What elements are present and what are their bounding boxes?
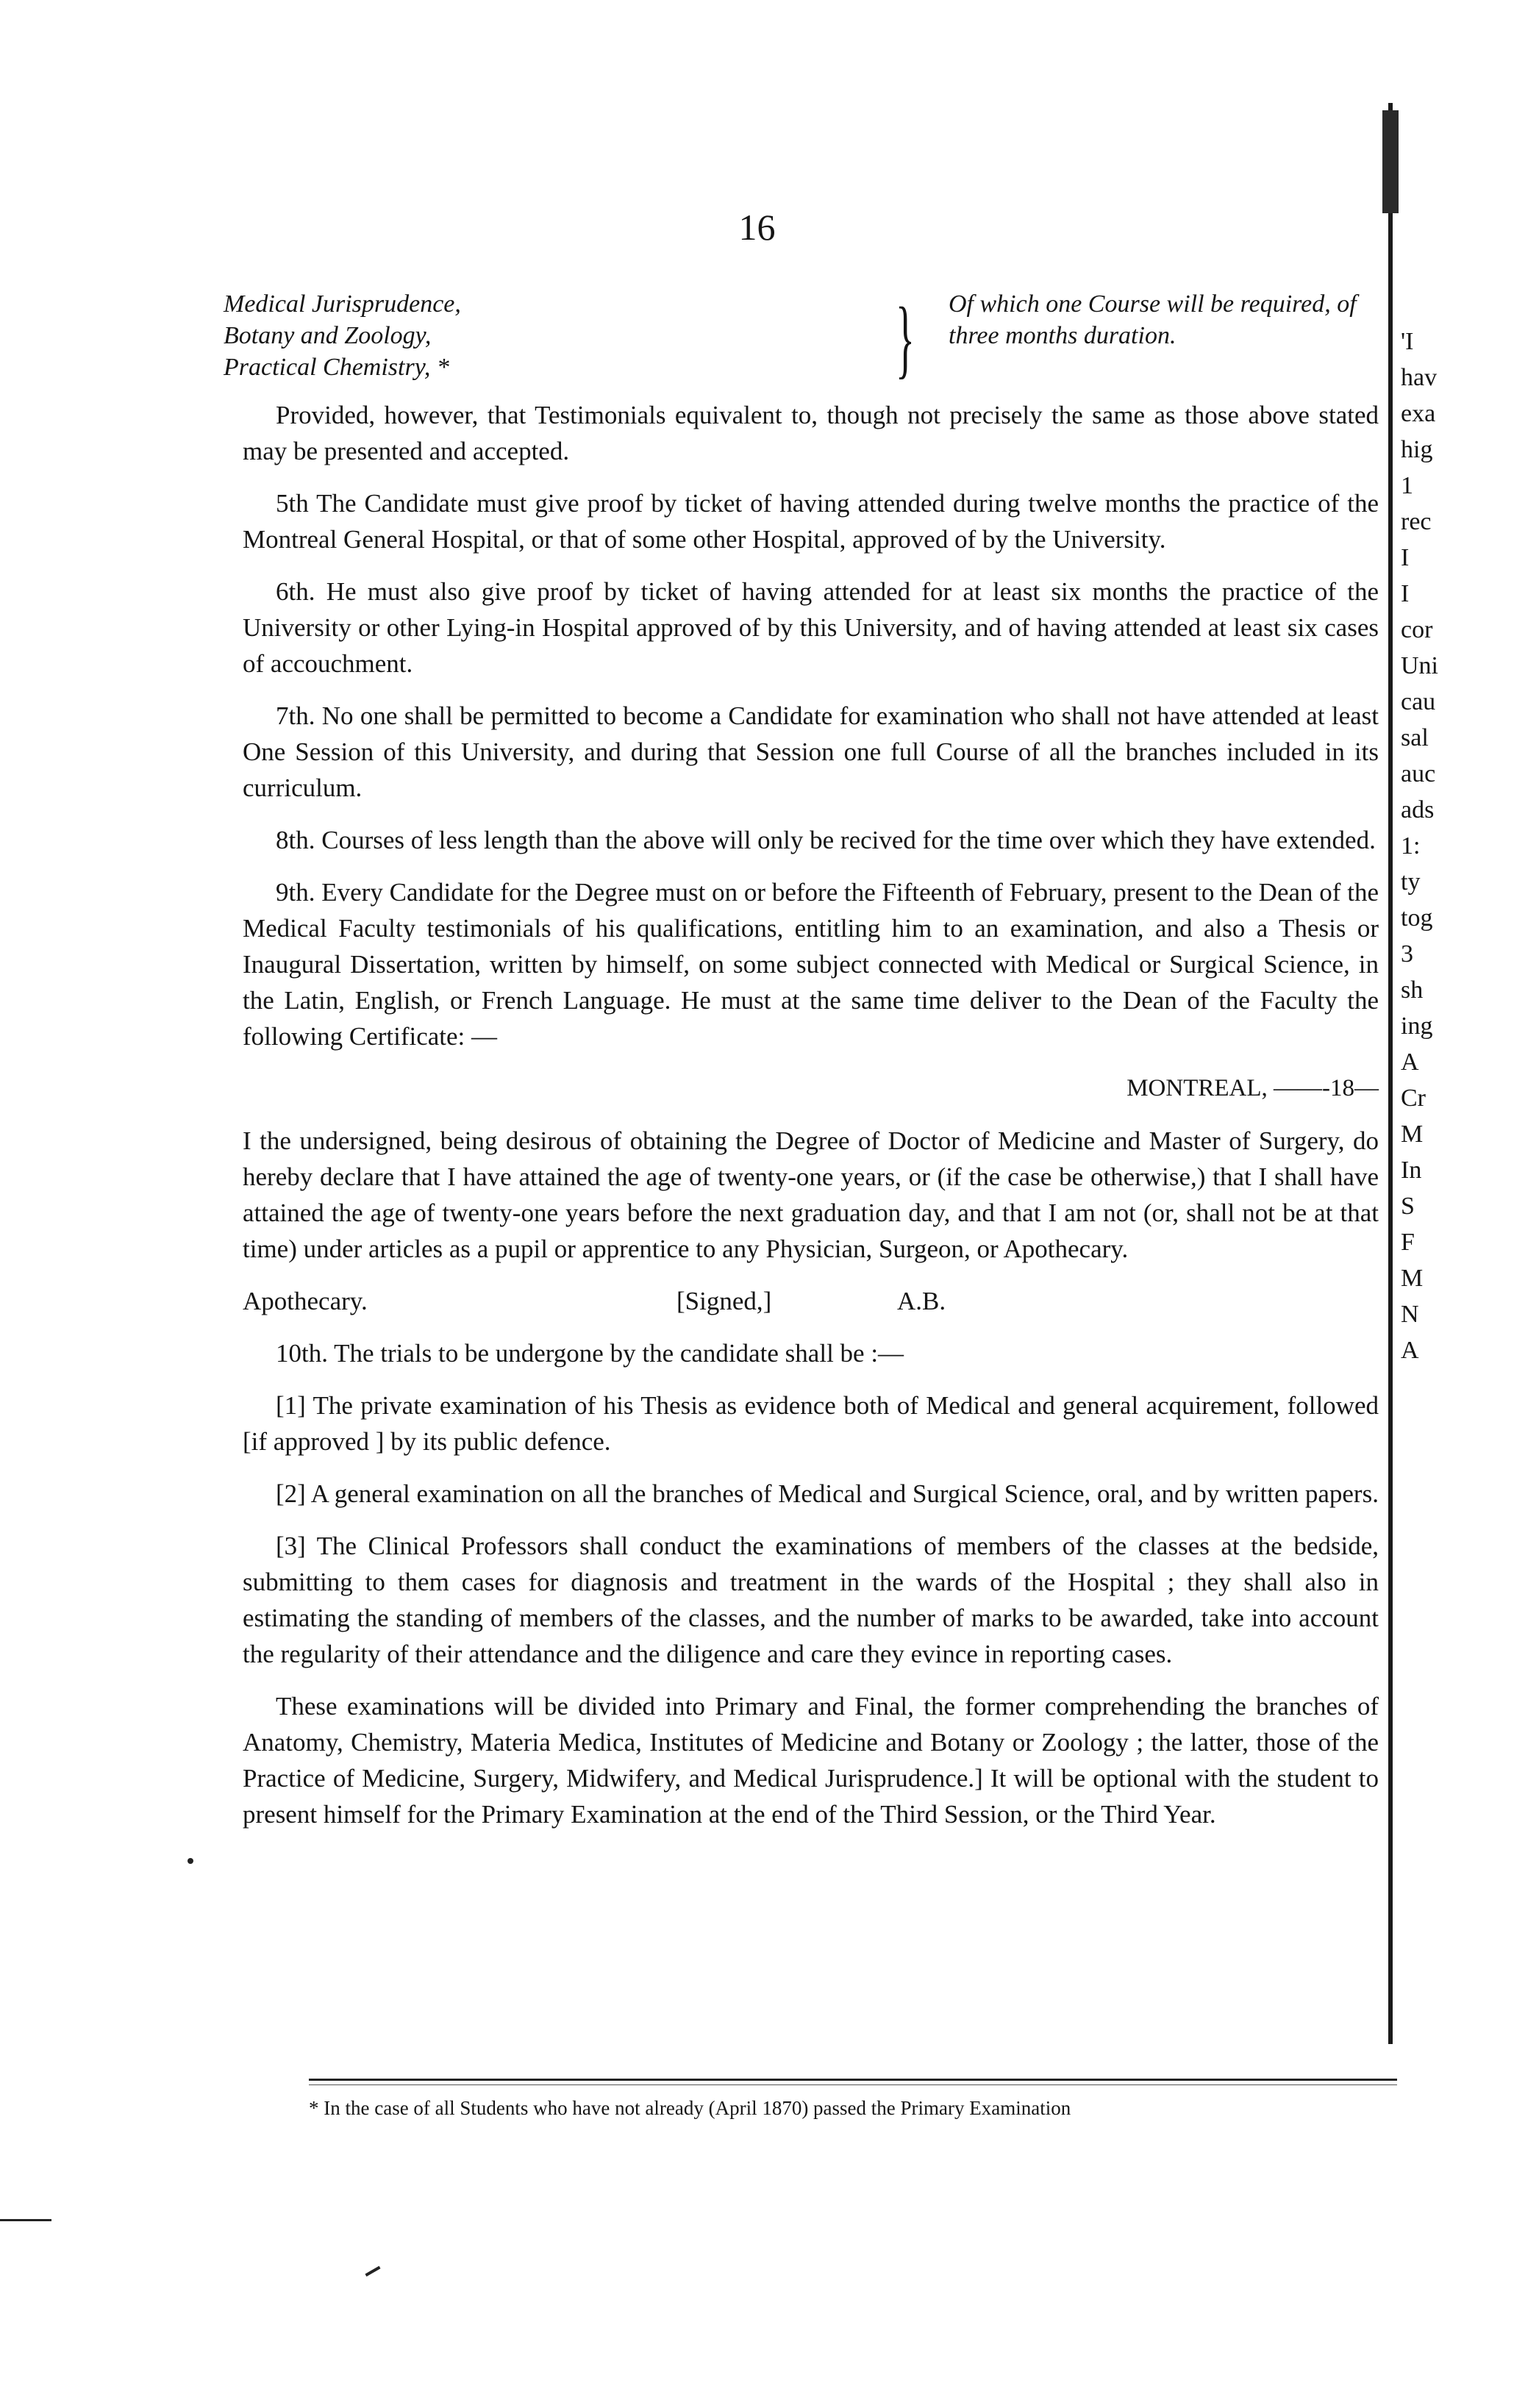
edge-fragment: 1: (1401, 832, 1421, 860)
paragraph-5th: 5th The Candidate must give proof by ticket of having attended during twelve months the practice of the Montreal General Hospital, or that of some other Hospital, approved of by the University. (243, 489, 1379, 554)
apothecary-label: Apothecary. (243, 1287, 368, 1315)
footnote: * In the case of all Students who have not already (April 1870) passed the Primary Examination (309, 2097, 1071, 2119)
edge-fragment: I (1401, 544, 1410, 571)
edge-fragment: F (1401, 1229, 1415, 1256)
page-number: 16 (738, 207, 776, 248)
footnote-rule (309, 2079, 1397, 2081)
course-list (224, 288, 461, 383)
edge-fragment: Cr (1401, 1085, 1426, 1112)
edge-fragment: cor (1401, 616, 1433, 643)
course-item: Practical Chemistry, * (224, 354, 449, 381)
edge-fragment: A (1401, 1337, 1419, 1364)
edge-fragment: hav (1401, 364, 1438, 391)
edge-fragment: ads (1401, 796, 1435, 823)
edge-fragment: auc (1401, 760, 1436, 787)
edge-fragment: sh (1401, 976, 1424, 1004)
trial-item-3: [3] The Clinical Professors shall conduct the examinations of members of the classes at the bedside, submitting to them cases for diagnosis and treatment in the wards of the Hospital ; they shall also in estimating the standing of members of the classes, and the number of marks to be awarded, take into account the regularity of their attendance and the diligence and care they evince in reporting cases. (243, 1532, 1379, 1668)
proviso-paragraph: Provided, however, that Testimonials equivalent to, though not precisely the same as those above stated may be presented and accepted. (243, 401, 1379, 465)
footnote-rule-thin (309, 2084, 1397, 2085)
paragraph-6th: 6th. He must also give proof by ticket of having attended for at least six months the practice of the University or other Lying-in Hospital approved of by this University, and of having attended at least six cases of accouchment. (243, 577, 1379, 678)
right-margin-rule-cap (1382, 110, 1399, 213)
edge-fragment: 3 (1401, 940, 1413, 968)
edge-fragment: N (1401, 1301, 1419, 1328)
edge-fragment: sal (1401, 724, 1429, 751)
edge-fragment: S (1401, 1193, 1415, 1220)
certificate-place-date: MONTREAL, ——-18— (1126, 1075, 1379, 1101)
certificate-declaration: I the undersigned, being desirous of obtaining the Degree of Doctor of Medicine and Master of Surgery, do hereby declare that I have attained the age of twenty-one years, or (if the case be otherwise,) that I shall have attained the age of twenty-one years before the next graduation day, and that I am not (or, shall not be at that time) under articles as a pupil or apprentice to any Physician, Surgeon, or Apothecary. (243, 1126, 1379, 1263)
edge-fragment: In (1401, 1157, 1422, 1184)
course-note: Of which one Course will be required, of three months duration. (949, 290, 1357, 349)
course-item: Botany and Zoology, (224, 322, 432, 349)
edge-fragment: 1 (1401, 472, 1413, 499)
edge-fragment: ty (1401, 868, 1421, 896)
adjacent-page-fragments (1401, 324, 1511, 1368)
main-text (243, 397, 1379, 1848)
edge-fragment: ing (1401, 1012, 1433, 1040)
paragraph-9th: 9th. Every Candidate for the Degree must on or before the Fifteenth of February, present to the Dean of the Medical Faculty testimonials of his qualifications, entitling him to an examination, and also a Thesis or Inaugural Dissertation, written by himself, on some subject connected with Medical or Surgical Science, in the Latin, English, or French Language. He must at the same time deliver to the Dean of the Faculty the following Certificate: — (243, 878, 1379, 1051)
certificate-signature-row (243, 1283, 1379, 1319)
edge-fragment: tog (1401, 904, 1433, 932)
signature-initials: A.B. (897, 1287, 946, 1315)
course-item: Medical Jurisprudence, (224, 290, 461, 318)
edge-fragment: exa (1401, 400, 1436, 427)
edge-fragment: rec (1401, 508, 1432, 535)
paragraph-7th: 7th. No one shall be permitted to become a Candidate for examination who shall not have attended at least One Session of this University, and during that Session one full Course of all the branches included in its curriculum. (243, 701, 1379, 802)
margin-mark (0, 2219, 51, 2221)
edge-fragment: A (1401, 1048, 1419, 1076)
edge-fragment: cau (1401, 688, 1436, 715)
right-margin-rule (1388, 103, 1393, 2044)
signed-label: [Signed,] (676, 1287, 772, 1315)
paragraph-10th: 10th. The trials to be undergone by the candidate shall be :— (276, 1339, 904, 1368)
ink-dot (188, 1858, 193, 1864)
edge-fragment: hig (1401, 436, 1433, 463)
trial-item-1: [1] The private examination of his Thesis as evidence both of Medical and general acquirement, followed [if approved ] by its public defence. (243, 1391, 1379, 1456)
edge-fragment: M (1401, 1121, 1424, 1148)
examinations-paragraph: These examinations will be divided into Primary and Final, the former comprehending the branches of Anatomy, Chemistry, Materia Medica, Institutes of Medicine and Botany or Zoology ; the latter, those of the Practice of Medicine, Surgery, Midwifery, and Medical Jurisprudence.] It will be optional with the student to present himself for the Primary Examination at the end of the Third Session, or the Third Year. (243, 1692, 1379, 1829)
edge-fragment: I (1401, 580, 1410, 607)
edge-fragment: M (1401, 1265, 1424, 1292)
edge-fragment: Uni (1401, 652, 1438, 679)
trial-item-2: [2] A general examination on all the branches of Medical and Surgical Science, oral, and by written papers. (276, 1479, 1379, 1508)
paragraph-8th: 8th. Courses of less length than the above will only be recived for the time over which they have extended. (276, 826, 1376, 854)
edge-fragment: 'I (1401, 328, 1414, 355)
stray-mark (365, 2266, 380, 2276)
brace-symbol: } (896, 289, 915, 387)
